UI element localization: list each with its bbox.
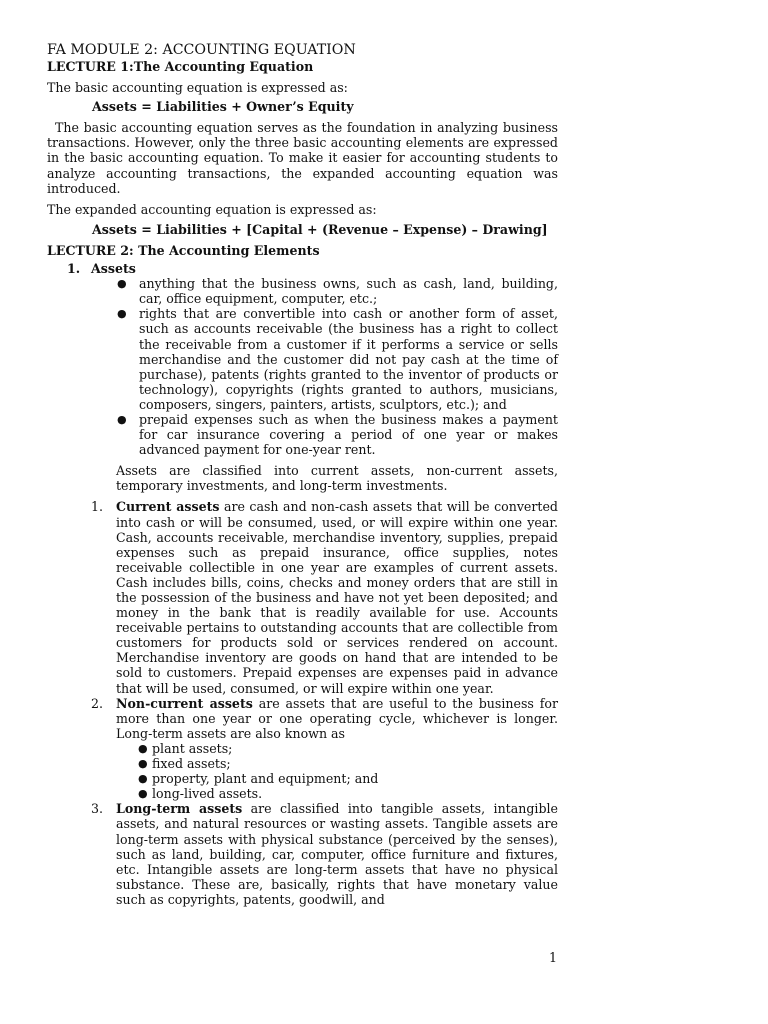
bullet-icon: ● [117, 412, 127, 426]
expanded-equation: Assets = Liabilities + [Capital + (Revenue – Expense) – Drawing] [92, 221, 548, 237]
list-item [115, 412, 558, 457]
document-page [47, 42, 558, 907]
assets-bullet-list [115, 276, 558, 457]
item-number: 2. [91, 695, 104, 711]
bullet-icon: ● [117, 277, 127, 291]
bullet-icon: ● [138, 787, 148, 801]
alias-text: fixed assets; [152, 756, 231, 772]
expanded-equation-intro: The expanded accounting equation is expressed as: [47, 201, 377, 217]
item-number: 1. [91, 499, 104, 515]
asset-classes-list [91, 499, 558, 907]
basic-equation-paragraph: The basic accounting equation serves as the foundation in analyzing business transactions. However, only the three basic accounting elements are expressed in the basic accounting equation. To make it easier for accounting students to analyze accounting transactions, the expanded accounting equation was introduced. [47, 120, 558, 196]
basic-equation-intro: The basic accounting equation is expressed as: [47, 80, 348, 96]
non-current-aliases-list [116, 741, 558, 801]
term-long-term-assets: Long-term assets [116, 801, 243, 817]
item-number: 3. [91, 801, 104, 817]
item-text: are assets that are useful to the business for more than one year or one operating cycle, whichever is longer. Long-term assets are also known as [116, 695, 558, 741]
alias-text: property, plant and equipment; and [152, 771, 379, 787]
basic-equation: Assets = Liabilities + Owner’s Equity [92, 99, 354, 115]
module-title: FA MODULE 2: ACCOUNTING EQUATION [47, 42, 356, 58]
lecture1-heading: LECTURE 1:The Accounting Equation [47, 59, 314, 74]
list-item [116, 771, 558, 786]
assets-classification-paragraph: Assets are classified into current assets, non-current assets, temporary investments, and long-term investments. [116, 463, 558, 494]
term-current-assets: Current assets [116, 499, 220, 515]
list-item [115, 276, 558, 306]
list-item [116, 741, 558, 756]
assets-label: Assets [91, 261, 136, 277]
bullet-icon: ● [138, 757, 148, 771]
bullet-icon: ● [117, 307, 127, 321]
page-number: 1 [549, 950, 558, 965]
assets-number: 1. [67, 261, 81, 277]
bullet-text: prepaid expenses such as when the business makes a payment for car insurance covering a period of one year or makes advanced payment for one-year rent. [139, 411, 558, 458]
alias-text: long-lived assets. [152, 786, 263, 802]
bullet-text: rights that are convertible into cash or another form of asset, such as accounts receivable (the business has a right to collect the receivable from a customer if it performs a service or sells merchandise and the customer did not pay cash at the time of purchase), patents (rights granted to the inventor of products or technology), copyrights (rights granted to authors, musicians, composers, singers, painters, artists, sculptors, etc.); and [139, 306, 558, 412]
item-text: are cash and non-cash assets that will be converted into cash or will be consumed, used, or will expire within one year. Cash, accounts receivable, merchandise inventory, supplies, prepaid expenses such as prepaid insurance, office supplies, notes receivable collectible in one year are examples of current assets. Cash includes bills, coins, checks and money orders that are still in the possession of the business and have not yet been deposited; and money in the bank that is readily available for use. Accounts receivable pertains to outstanding accounts that are collectible from customers for products sold or services rendered on account. Merchandise inventory are goods on hand that are intended to be sold to customers. Prepaid expenses are expenses paid in advance that will be used, consumed, or will expire within one year. [116, 499, 558, 696]
bullet-icon: ● [138, 741, 148, 755]
alias-text: plant assets; [152, 740, 233, 756]
assets-heading [67, 261, 558, 276]
item-text: are classified into tangible assets, intangible assets, and natural resources or wasting assets. Tangible assets are long-term assets with physical substance (perceived by the senses), such as land, building, car, computer, office furniture and fixtures, etc. Intangible assets are long-term assets that have no physical substance. These are, basically, rights that have monetary value such as copyrights, patents, goodwill, and [116, 801, 558, 907]
term-non-current-assets: Non-current assets [116, 695, 253, 711]
bullet-text: anything that the business owns, such as cash, land, building, car, office equipment, computer, etc.; [139, 276, 558, 307]
lecture2-heading: LECTURE 2: The Accounting Elements [47, 242, 320, 258]
list-item [116, 756, 558, 771]
bullet-icon: ● [138, 772, 148, 786]
list-item [115, 306, 558, 412]
list-item-current-assets [91, 499, 558, 695]
list-item-long-term-assets [91, 801, 558, 907]
list-item-non-current-assets [91, 696, 558, 802]
list-item [116, 786, 558, 801]
